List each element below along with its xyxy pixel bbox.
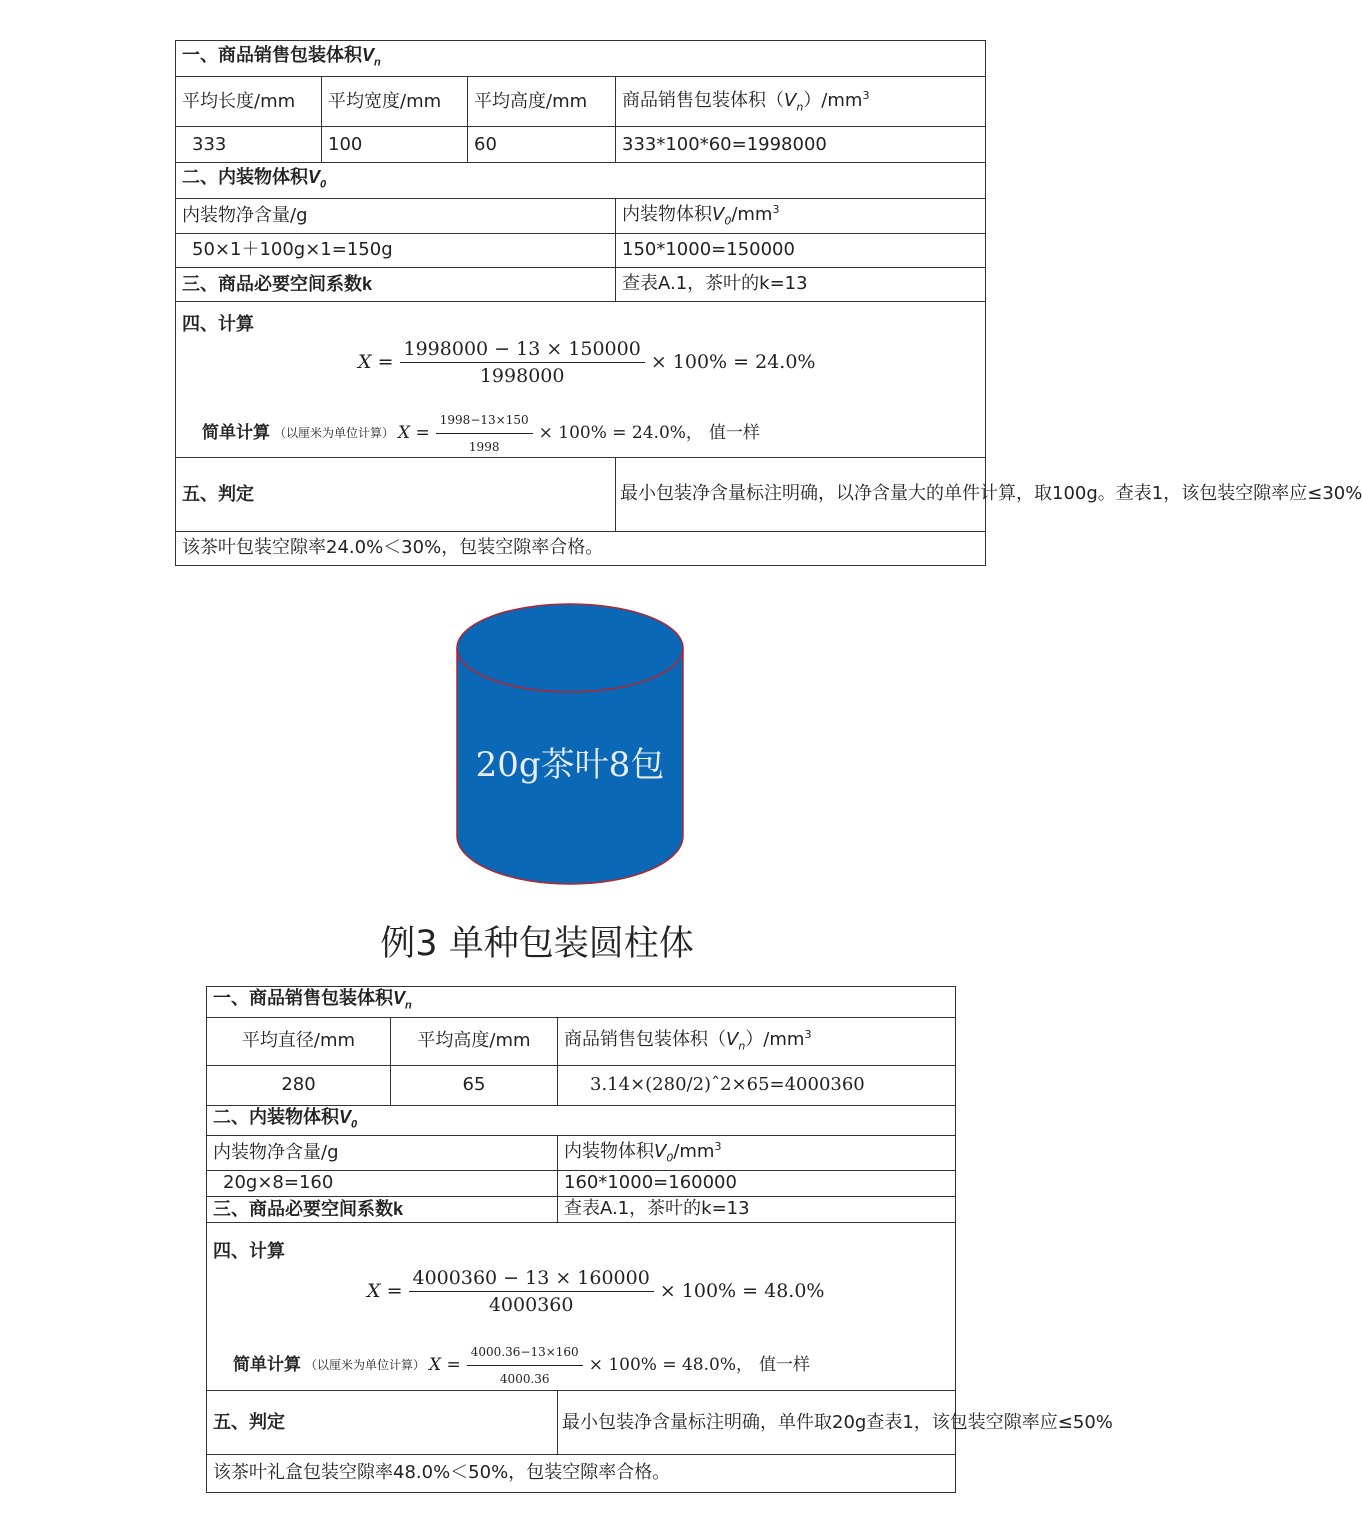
section-calculation — [176, 301, 986, 457]
symbol-v: V — [393, 988, 406, 1008]
formula-rhs: × 100% = 24.0% — [650, 351, 816, 374]
header-unit: /mm — [731, 204, 773, 225]
section-judgement: 五、判定 — [176, 457, 616, 531]
symbol-v: V — [362, 44, 375, 65]
symbol-v: V — [712, 204, 725, 225]
header-text: 商品销售包装体积（ — [564, 1029, 726, 1051]
simple-denominator: 1998 — [468, 439, 500, 454]
unit-exponent: 3 — [772, 203, 780, 216]
symbol-v: V — [726, 1029, 739, 1051]
cylinder-label: 20g茶叶8包 — [475, 745, 665, 785]
header-net-content: 内装物净含量/g — [176, 199, 616, 234]
symbol-sub: 0 — [724, 214, 732, 228]
unit-exponent: 3 — [714, 1140, 722, 1154]
section-space-coefficient: 三、商品必要空间系数k — [176, 267, 616, 301]
formula-main — [358, 338, 815, 387]
header-package-volume — [558, 1017, 956, 1065]
simple-tail: 值一样 — [759, 1355, 810, 1376]
unit-exponent: 3 — [862, 88, 870, 102]
formula-main — [367, 1267, 824, 1316]
section-calculation — [207, 1222, 956, 1390]
simple-lhs: X = — [398, 423, 430, 444]
section-inner-volume — [176, 163, 986, 199]
calc-title: 四、计算 — [182, 313, 254, 335]
header-package-volume — [616, 77, 986, 127]
header-unit: ）/mm — [745, 1029, 805, 1051]
value-width: 100 — [322, 127, 468, 163]
calc-title: 四、计算 — [213, 1240, 285, 1262]
value-length: 333 — [176, 127, 322, 163]
formula-simple — [202, 409, 760, 458]
formula-denominator: 4000360 — [488, 1293, 574, 1316]
value-k-note: 查表A.1，茶叶的k=13 — [616, 267, 986, 301]
value-volume-calc: 333*100*60=1998000 — [616, 127, 986, 163]
unit-exponent: 3 — [804, 1028, 812, 1042]
header-avg-height: 平均高度/mm — [468, 77, 616, 127]
formula-fraction — [400, 338, 645, 387]
header-unit: ）/mm — [803, 89, 863, 111]
formula-lhs: X = — [367, 1280, 403, 1303]
header-avg-height: 平均高度/mm — [391, 1017, 558, 1065]
value-height: 65 — [391, 1065, 558, 1105]
value-volume-calc: 3.14×(280/2)ˆ2×65=4000360 — [558, 1065, 956, 1105]
simple-numerator: 1998−13×150 — [436, 409, 533, 434]
simple-rhs: × 100% = 48.0%， — [588, 1355, 753, 1376]
symbol-sub: 0 — [666, 1151, 674, 1165]
symbol-sub: 0 — [351, 1118, 358, 1131]
symbol-sub: n — [374, 56, 381, 69]
tea-cylinder-illustration — [452, 600, 688, 890]
simple-rhs: × 100% = 24.0%， — [538, 423, 703, 444]
section-package-volume — [207, 987, 956, 1018]
value-net-content: 50×1＋100g×1=150g — [176, 233, 616, 267]
symbol-v: V — [654, 1141, 667, 1163]
example-caption: 例3 单种包装圆柱体 — [380, 924, 694, 964]
symbol-sub: 0 — [320, 178, 327, 191]
simple-fraction — [467, 1341, 583, 1390]
simple-label: 简单计算 — [233, 1355, 301, 1375]
value-height: 60 — [468, 127, 616, 163]
simple-lhs: X = — [429, 1355, 461, 1376]
symbol-v: V — [784, 89, 797, 111]
value-judgement-note: 最小包装净含量标注明确，以净含量大的单件计算，取100g。查表1，该包装空隙率应≤30% — [616, 457, 986, 531]
conclusion: 该茶叶礼盒包装空隙率48.0%＜50%，包装空隙率合格。 — [207, 1454, 956, 1492]
formula-numerator: 4000360 − 13 × 160000 — [409, 1267, 654, 1292]
section-inner-volume — [207, 1105, 956, 1136]
section-package-volume — [176, 41, 986, 77]
table-example-rect — [175, 40, 1362, 566]
section-title: 二、内装物体积 — [182, 166, 308, 187]
simple-numerator: 4000.36−13×160 — [467, 1341, 583, 1366]
value-diameter: 280 — [207, 1065, 391, 1105]
simple-label: 简单计算 — [202, 423, 270, 443]
cylinder-top — [457, 604, 683, 692]
value-inner-volume-calc: 160*1000=160000 — [558, 1170, 956, 1196]
header-inner-volume — [558, 1136, 956, 1171]
section-title: 二、内装物体积 — [213, 1106, 339, 1127]
header-text: 内装物体积 — [564, 1141, 654, 1163]
symbol-sub: n — [405, 999, 412, 1012]
section-title: 一、商品销售包装体积 — [213, 988, 393, 1008]
table-example-cylinder — [206, 986, 1113, 1493]
header-avg-length: 平均长度/mm — [176, 77, 322, 127]
simple-fraction — [436, 409, 533, 458]
section-space-coefficient: 三、商品必要空间系数k — [207, 1196, 558, 1222]
formula-rhs: × 100% = 48.0% — [659, 1280, 825, 1303]
header-text: 商品销售包装体积（ — [622, 89, 784, 111]
header-net-content: 内装物净含量/g — [207, 1136, 558, 1171]
header-avg-diameter: 平均直径/mm — [207, 1017, 391, 1065]
formula-lhs: X = — [358, 351, 394, 374]
header-avg-width: 平均宽度/mm — [322, 77, 468, 127]
symbol-v: V — [308, 166, 321, 187]
header-text: 内装物体积 — [622, 204, 712, 225]
section-judgement: 五、判定 — [207, 1390, 558, 1454]
simple-denominator: 4000.36 — [499, 1371, 550, 1386]
value-net-content: 20g×8=160 — [207, 1170, 558, 1196]
formula-numerator: 1998000 − 13 × 150000 — [400, 338, 645, 363]
value-inner-volume-calc: 150*1000=150000 — [616, 233, 986, 267]
conclusion: 该茶叶包装空隙率24.0%＜30%，包装空隙率合格。 — [176, 531, 986, 565]
symbol-sub: n — [796, 100, 804, 114]
simple-tail: 值一样 — [708, 423, 760, 444]
value-k-note: 查表A.1，茶叶的k=13 — [558, 1196, 956, 1222]
formula-denominator: 1998000 — [479, 364, 565, 387]
section-title: 一、商品销售包装体积 — [182, 44, 362, 65]
symbol-sub: n — [738, 1039, 746, 1053]
simple-note: （以厘米为单位计算） — [305, 1358, 426, 1373]
header-inner-volume — [616, 199, 986, 234]
symbol-v: V — [339, 1106, 352, 1127]
formula-simple — [233, 1341, 810, 1390]
value-judgement-note: 最小包装净含量标注明确，单件取20g查表1，该包装空隙率应≤50% — [558, 1390, 956, 1454]
simple-note: （以厘米为单位计算） — [274, 426, 395, 441]
header-unit: /mm — [673, 1141, 715, 1163]
formula-fraction — [409, 1267, 654, 1316]
